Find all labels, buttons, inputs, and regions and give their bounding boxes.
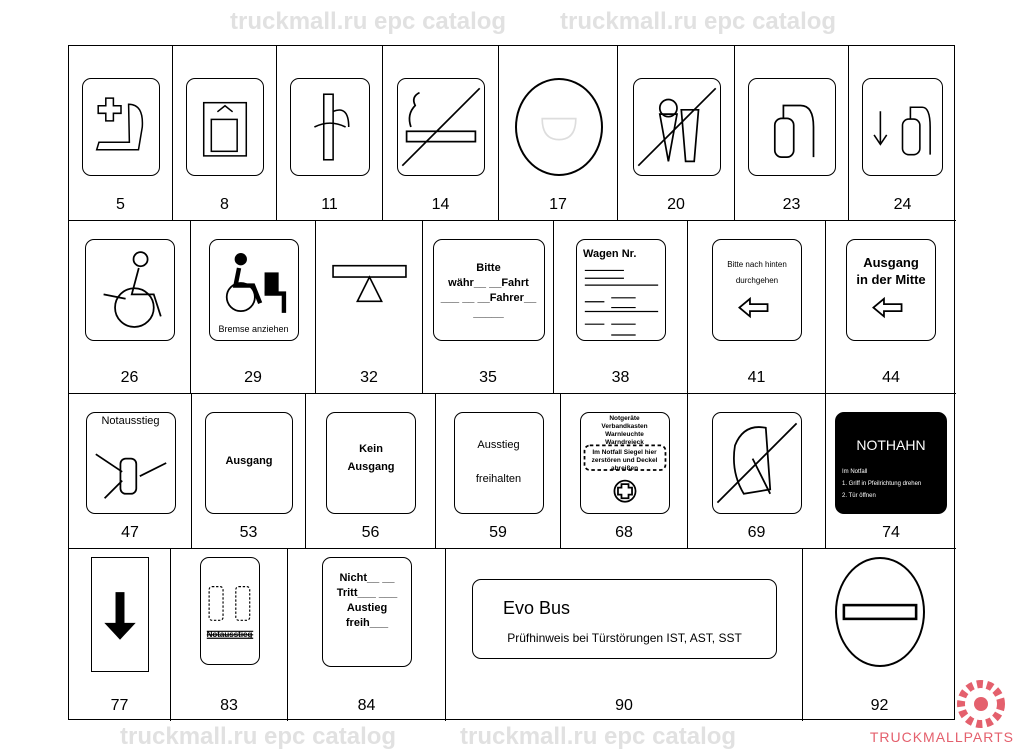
sign-cell-11	[277, 46, 383, 221]
no-smoking-sign	[397, 78, 485, 176]
sign-text: Notausstieg	[101, 415, 160, 427]
sign-text: Ausstieg	[477, 439, 520, 451]
sign-cell-5	[69, 46, 173, 221]
item-number: 8	[220, 196, 229, 213]
sign-cell-90	[446, 549, 803, 721]
sign-cell-26	[69, 221, 191, 394]
sign-cell-8	[173, 46, 277, 221]
sign-text: Bremse anziehen	[218, 324, 289, 334]
sign-cell-69	[688, 394, 826, 549]
wheelchair-sign	[85, 239, 175, 341]
item-number: 74	[882, 524, 900, 541]
item-number: 32	[360, 369, 378, 386]
sign-text: Notausstieg	[206, 630, 253, 639]
arrow-left-sign	[846, 239, 936, 341]
arrow-left-sign	[712, 239, 802, 341]
item-number: 53	[239, 524, 258, 541]
sign-text: freih___	[345, 617, 389, 629]
sign-text: Evo Bus	[503, 598, 571, 618]
watermark-text: truckmall.ru epc catalog	[230, 8, 507, 35]
no-food-sign	[633, 78, 721, 176]
sign-text: Prüfhinweis bei Türstörungen IST, AST, SST	[507, 631, 742, 645]
sign-cell-59	[436, 394, 561, 549]
sign-text: Ausgang	[347, 461, 395, 473]
sign-cell-20	[618, 46, 735, 221]
item-number: 68	[615, 524, 633, 541]
sign-cell-32	[316, 221, 423, 394]
sign-cell-35	[423, 221, 554, 394]
sign-text: durchgehen	[735, 276, 779, 285]
sign-text: Nicht__ __	[339, 572, 395, 584]
sign-cell-38	[554, 221, 688, 394]
sign-text: _____	[473, 307, 504, 319]
window-exit-sign	[200, 557, 260, 665]
sign-text: Wagen Nr.	[583, 248, 637, 260]
item-number: 83	[220, 697, 238, 714]
sign-text: Verbandkasten	[601, 423, 648, 430]
ticket-machine-sign	[186, 78, 264, 176]
item-number: 29	[244, 369, 262, 386]
item-number: 41	[747, 369, 766, 386]
sign-text: ___ __ __Fahrer__	[440, 292, 537, 304]
sign-text: Im Notfall	[842, 469, 868, 475]
sign-cell-77	[69, 549, 171, 721]
item-number: 38	[611, 369, 630, 386]
emergency-exit-hand-sign	[86, 412, 176, 514]
logo-text: TRUCKMALLPARTS	[869, 729, 1014, 745]
sign-text: Warndreieck	[605, 439, 644, 446]
watermark-text: truckmall.ru epc catalog	[120, 723, 397, 750]
text-sign-sign	[433, 239, 545, 341]
seesaw-sign	[329, 239, 410, 341]
sign-cell-17	[499, 46, 618, 221]
item-number: 44	[882, 369, 900, 386]
text-sign-sign	[326, 412, 416, 514]
sign-text: Ausgang	[225, 455, 273, 467]
sign-cell-24	[849, 46, 956, 221]
wheelchair-brake-sign	[209, 239, 299, 341]
first-aid-seat-sign	[82, 78, 160, 176]
fire-extinguisher-sign	[748, 78, 836, 176]
sign-cell-14	[383, 46, 499, 221]
sign-text: freihalten	[475, 473, 522, 485]
sign-cell-23	[735, 46, 849, 221]
sign-text: Im Notfall Siegel hier	[592, 449, 657, 456]
truckmall-logo	[856, 662, 1016, 732]
no-entry-sign	[835, 557, 925, 667]
sign-text: Notgeräte	[609, 415, 640, 422]
item-number: 69	[747, 524, 766, 541]
text-sign-dark-sign	[835, 412, 947, 514]
first-aid-sign	[580, 412, 670, 514]
sign-text: 2. Tür öffnen	[842, 493, 876, 499]
text-sign-sign	[454, 412, 544, 514]
item-number: 23	[782, 196, 801, 213]
sign-text: Tritt___ ___	[336, 587, 398, 599]
item-number: 20	[667, 196, 685, 213]
no-hand-sign	[712, 412, 802, 514]
item-number: 77	[110, 697, 129, 714]
item-number: 24	[893, 196, 912, 213]
sign-text: NOTHAHN	[856, 437, 926, 453]
sign-text: abreißen	[610, 465, 639, 472]
hand-grab-pole-sign	[290, 78, 370, 176]
sign-text: Kein	[359, 443, 383, 455]
item-number: 90	[615, 697, 633, 714]
item-number: 11	[321, 196, 338, 213]
item-number: 59	[489, 524, 507, 541]
sign-cell-83	[171, 549, 288, 721]
catalog-grid	[68, 45, 955, 720]
sign-cell-41	[688, 221, 826, 394]
sign-text: Bitte nach hinten	[727, 260, 787, 269]
item-number: 14	[431, 196, 450, 213]
sign-text: währ__ __Fahrt	[448, 277, 529, 289]
arrow-down-sign	[91, 557, 149, 672]
sign-text: Ausgang	[863, 255, 919, 270]
item-number: 84	[357, 697, 376, 714]
sign-text: zerstören und Deckel	[591, 457, 658, 464]
item-number: 5	[116, 196, 125, 213]
item-number: 92	[870, 697, 889, 714]
item-number: 56	[361, 524, 380, 541]
sign-cell-44	[826, 221, 956, 394]
fire-extinguisher-down-sign	[862, 78, 943, 176]
sign-cell-47	[69, 394, 192, 549]
sign-cell-56	[306, 394, 436, 549]
sign-text: Warnleuchte	[605, 431, 644, 438]
text-sign-sign	[576, 239, 666, 341]
text-sign-sign	[472, 579, 777, 659]
sign-cell-68	[561, 394, 688, 549]
watermark-text: truckmall.ru epc catalog	[560, 8, 837, 35]
sign-text: in der Mitte	[856, 272, 926, 287]
watermark-text: truckmall.ru epc catalog	[460, 723, 737, 750]
sign-cell-53	[192, 394, 306, 549]
sign-cell-84	[288, 549, 446, 721]
baby-carriage-sign	[515, 78, 603, 176]
item-number: 47	[121, 524, 139, 541]
sign-cell-29	[191, 221, 316, 394]
sign-cell-74	[826, 394, 956, 549]
sign-text: Bitte	[476, 262, 501, 274]
text-sign-sign	[322, 557, 412, 667]
item-number: 17	[549, 196, 567, 213]
sign-text: 1. Griff in Pfeilrichtung drehen	[842, 481, 922, 487]
item-number: 35	[479, 369, 497, 386]
sign-text: Austieg	[346, 602, 388, 614]
item-number: 26	[120, 369, 139, 386]
text-sign-sign	[205, 412, 293, 514]
